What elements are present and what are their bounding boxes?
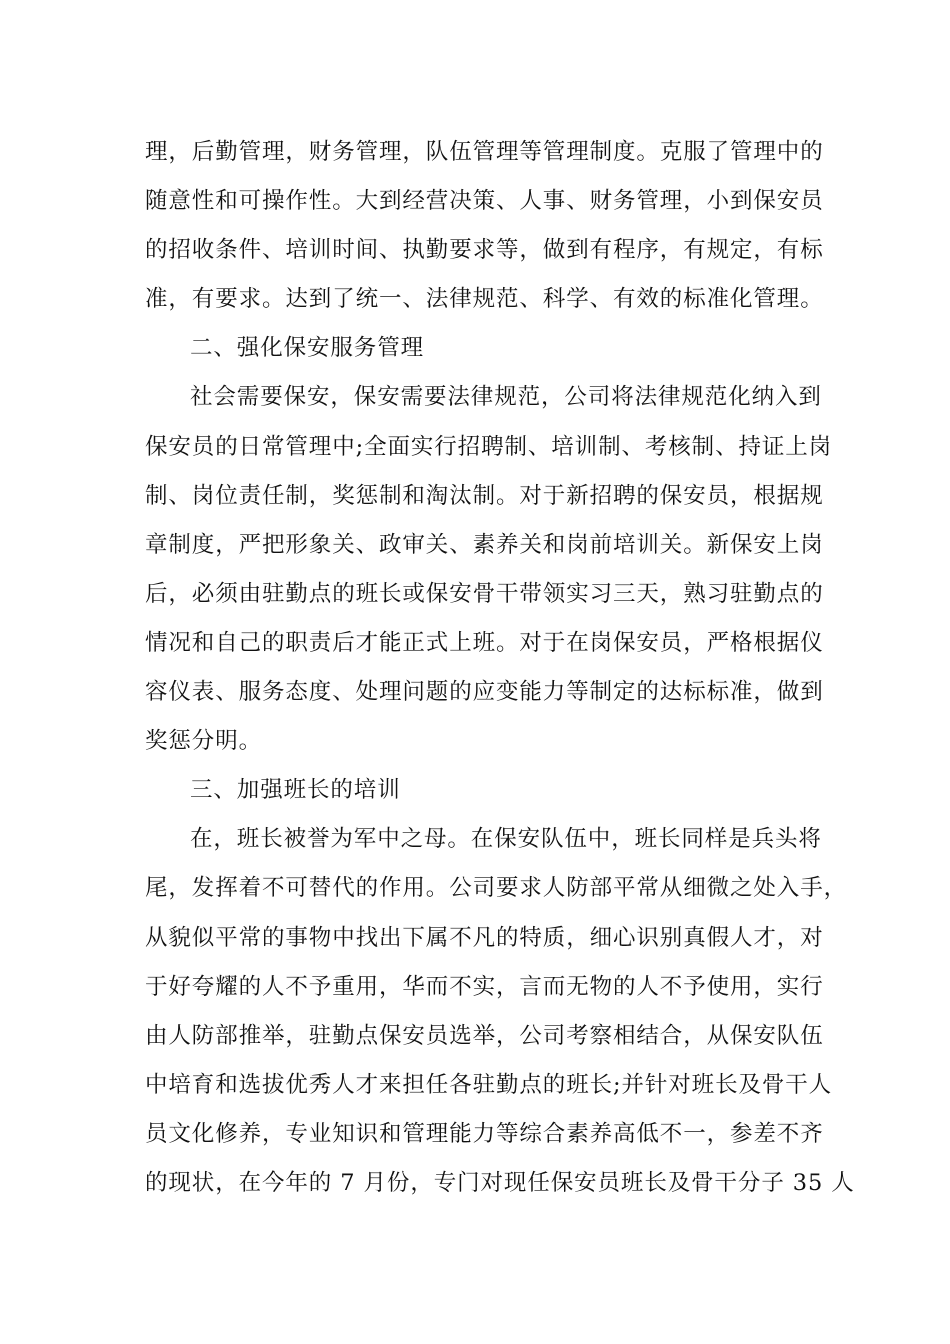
text-line: 情况和自己的职责后才能正式上班。对于在岗保安员，严格根据仪 bbox=[145, 629, 824, 656]
text-line: 尾，发挥着不可替代的作用。公司要求人防部平常从细微之处入手， bbox=[145, 875, 848, 902]
text-line: 准，有要求。达到了统一、法律规范、科学、有效的标准化管理。 bbox=[145, 286, 824, 313]
text-line: 随意性和可操作性。大到经营决策、人事、财务管理，小到保安员 bbox=[145, 188, 824, 215]
text-line: 理，后勤管理，财务管理，队伍管理等管理制度。克服了管理中的 bbox=[145, 139, 824, 165]
text-line: 的现状，在今年的 7 月份，专门对现任保安员班长及骨干分子 35 人 bbox=[145, 1169, 855, 1196]
document-body bbox=[145, 128, 855, 1208]
text-line: 从貌似平常的事物中找出下属不凡的特质，细心识别真假人才，对 bbox=[145, 924, 824, 951]
text-line: 于好夸耀的人不予重用，华而不实，言而无物的人不予使用，实行 bbox=[145, 973, 824, 1000]
text-line: 制、岗位责任制，奖惩制和淘汰制。对于新招聘的保安员，根据规 bbox=[145, 482, 824, 509]
text-line: 后，必须由驻勤点的班长或保安骨干带领实习三天，熟习驻勤点的 bbox=[145, 580, 824, 607]
paragraph-first-line: 社会需要保安，保安需要法律规范，公司将法律规范化纳入到 bbox=[190, 384, 822, 411]
text-line: 由人防部推举，驻勤点保安员选举，公司考察相结合，从保安队伍 bbox=[145, 1022, 824, 1049]
text-line: 员文化修养，专业知识和管理能力等综合素养高低不一，参差不齐 bbox=[145, 1120, 824, 1147]
text-line: 中培育和选拔优秀人才来担任各驻勤点的班长;并针对班长及骨干人 bbox=[145, 1071, 833, 1098]
text-line: 的招收条件、培训时间、执勤要求等，做到有程序，有规定，有标 bbox=[145, 237, 824, 264]
text-line: 容仪表、服务态度、处理问题的应变能力等制定的达标标准，做到 bbox=[145, 679, 824, 706]
section-heading: 三、加强班长的培训 bbox=[190, 777, 401, 804]
section-heading: 二、强化保安服务管理 bbox=[190, 335, 425, 362]
text-line: 奖惩分明。 bbox=[145, 728, 263, 755]
text-line: 保安员的日常管理中;全面实行招聘制、培训制、考核制、持证上岗 bbox=[145, 433, 833, 460]
text-line: 章制度，严把形象关、政审关、素养关和岗前培训关。新保安上岗 bbox=[145, 531, 824, 558]
paragraph-first-line: 在，班长被誉为军中之母。在保安队伍中，班长同样是兵头将 bbox=[190, 826, 822, 853]
